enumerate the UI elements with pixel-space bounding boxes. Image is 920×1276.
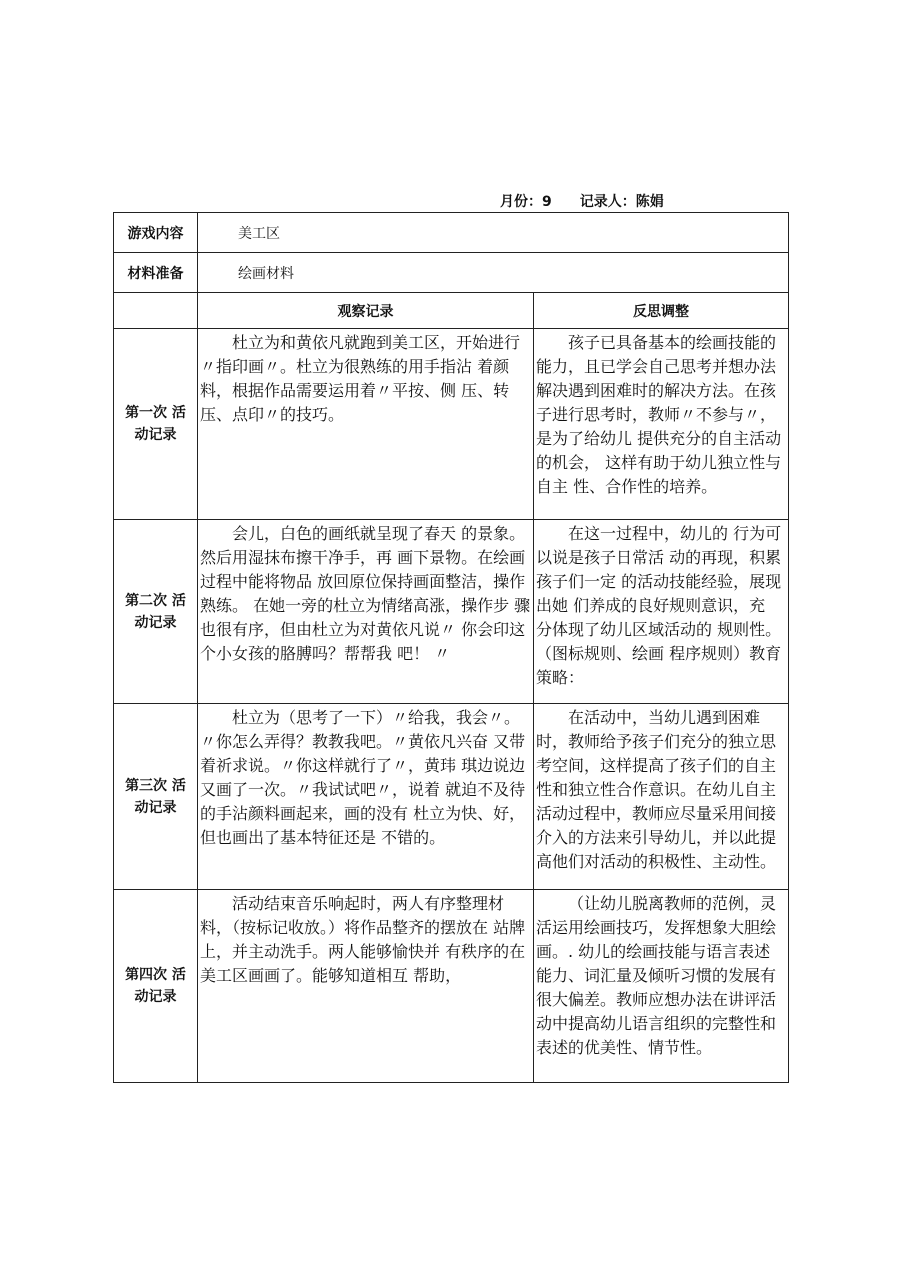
record-row-label: 第一次 活 动记录	[114, 329, 198, 520]
reflection-text: 在活动中，当幼儿遇到困难时，教师给予孩子们充分的独立思考空间，这样提高了孩子们的自主性和独立性合作意识。在幼儿自主活动过程中，教师应尽量采用间接介入的方法来引导幼儿，并以此提高他们对活动的积极性、主动性。	[534, 704, 789, 890]
material-value: 绘画材料	[198, 253, 789, 293]
column-header-empty	[114, 293, 198, 329]
record-header	[500, 191, 664, 211]
game-content-value: 美工区	[198, 213, 789, 253]
observation-record-table	[113, 212, 789, 1083]
record-row-1	[114, 329, 789, 520]
month-label: 月份：9	[500, 194, 552, 210]
reflection-text: 孩子已具备基本的绘画技能的能力，且已学会自己思考并想办法解决遇到困难时的解决方法。在孩子进行思考时，教师〃不参与〃，是为了给幼儿 提供充分的自主活动的机会， 这样有助于幼儿独立性与自主 性、合作性的培养。	[534, 329, 789, 520]
observation-text: 活动结束音乐响起时，两人有序整理材料，（按标记收放。）将作品整齐的摆放在 站牌上，并主动洗手。两人能够愉快并 有秩序的在美工区画画了。能够知道相互 帮助，	[198, 890, 534, 1083]
column-header-row	[114, 293, 789, 329]
record-row-2	[114, 520, 789, 704]
record-row-label: 第四次 活 动记录	[114, 890, 198, 1083]
game-content-row	[114, 213, 789, 253]
material-row	[114, 253, 789, 293]
recorder-label: 记录人：陈娟	[579, 194, 664, 210]
game-content-label: 游戏内容	[114, 213, 198, 253]
column-header-reflection: 反思调整	[534, 293, 789, 329]
reflection-text: （让幼儿脱离教师的范例，灵活运用绘画技巧，发挥想象大胆绘画。. 幼儿的绘画技能与语言表述能力、词汇量及倾听习惯的发展有很大偏差。教师应想办法在讲评活动中提高幼儿语言组织的完整性和表述的优美性、情节性。	[534, 890, 789, 1083]
column-header-observation: 观察记录	[198, 293, 534, 329]
observation-text: 杜立为（思考了一下）〃给我，我会〃。 〃你怎么弄得？教教我吧。〃黄依凡兴奋 又带着祈求说。〃你这样就行了〃，黄玮 琪边说边又画了一次。〃我试试吧〃，说着 就迫不及待的手沾颜料画起来，画的没有 杜立为快、好，但也画出了基本特征还是 不错的。	[198, 704, 534, 890]
record-row-4	[114, 890, 789, 1083]
record-row-3	[114, 704, 789, 890]
material-label: 材料准备	[114, 253, 198, 293]
reflection-text: 在这一过程中，幼儿的 行为可以说是孩子日常活 动的再现，积累孩子们一定 的活动技能经验，展现出她 们养成的良好规则意识，充 分体现了幼儿区域活动的 规则性。（图标规则、绘画 程序规则）教育策略：	[534, 520, 789, 704]
observation-text: 杜立为和黄依凡就跑到美工区，开始进行〃指印画〃。杜立为很熟练的用手指沾 着颜料，根据作品需要运用着〃平按、侧 压、转压、点印〃的技巧。	[198, 329, 534, 520]
record-row-label: 第三次 活 动记录	[114, 704, 198, 890]
record-row-label: 第二次 活 动记录	[114, 520, 198, 704]
observation-text: 会儿，白色的画纸就呈现了春天 的景象。然后用湿抹布擦干净手，再 画下景物。在绘画过程中能将物品 放回原位保持画面整洁，操作熟练。 在她一旁的杜立为情绪高涨，操作步 骤也很有序，但由杜立为对黄依凡说〃 你会印这个小女孩的胳膊吗？帮帮我 吧！ 〃	[198, 520, 534, 704]
